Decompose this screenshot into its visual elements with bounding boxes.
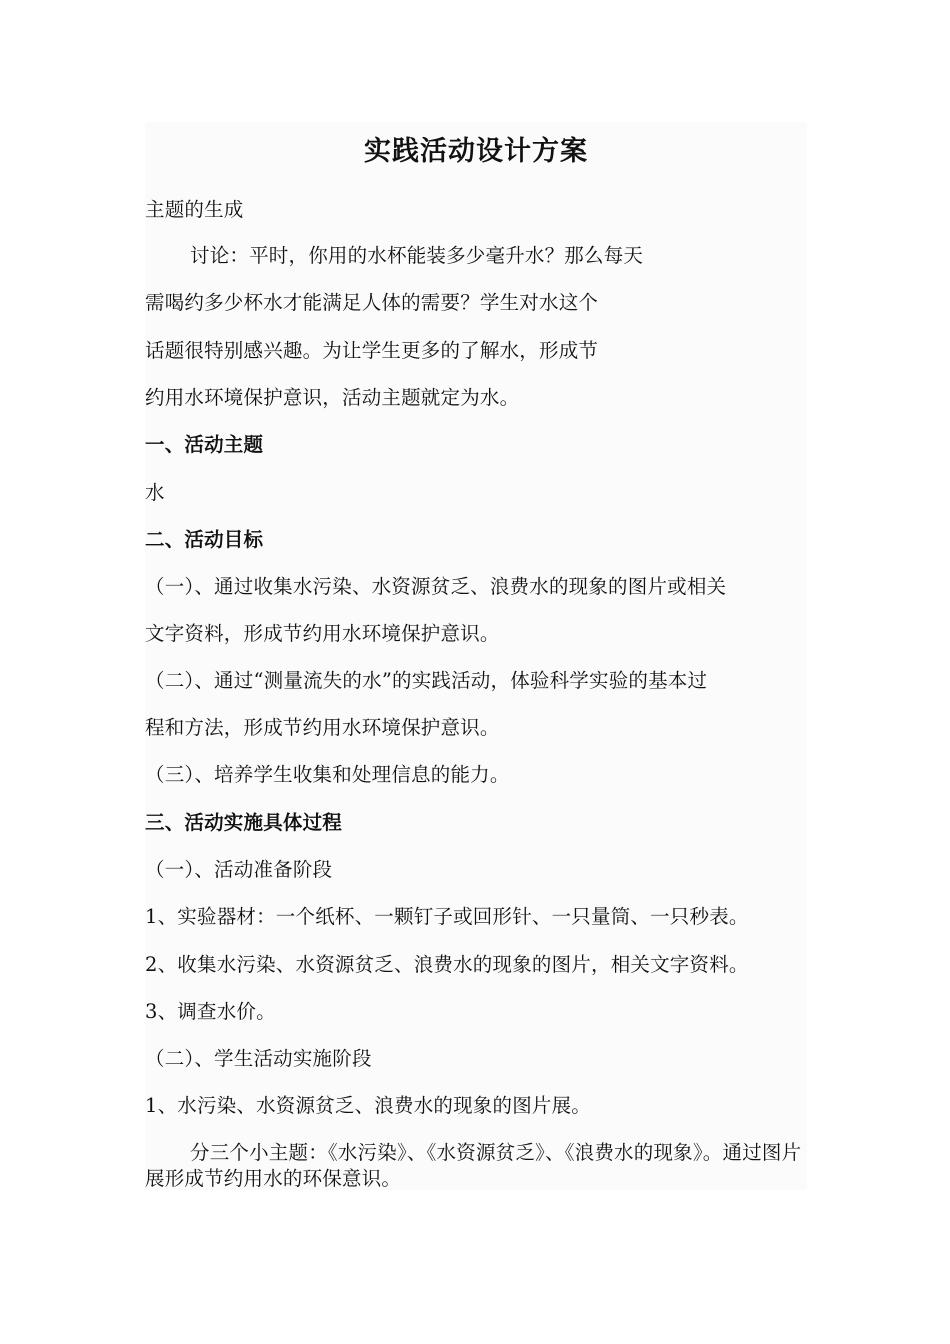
section-2-line-3: （二）、通过“测量流失的水”的实践活动，体验科学实验的基本过 — [145, 669, 708, 692]
section-2-line-1: （一）、通过收集水污染、水资源贫乏、浪费水的现象的图片或相关 — [145, 575, 727, 598]
content-area — [145, 122, 807, 1190]
section-2-line-2: 文字资料，形成节约用水环境保护意识。 — [145, 622, 500, 645]
section-2-line-4: 程和方法，形成节约用水环境保护意识。 — [145, 716, 500, 739]
section-3-line-5: （二）、学生活动实施阶段 — [145, 1047, 372, 1070]
section-1-body: 水 — [145, 481, 165, 504]
section-3-line-6: 1、水污染、水资源贫乏、浪费水的现象的图片展。 — [145, 1094, 592, 1117]
intro-line-4: 约用水环境保护意识，活动主题就定为水。 — [145, 386, 520, 409]
section-3-line-1: （一）、活动准备阶段 — [145, 858, 333, 881]
section-3-line-4: 3、调查水价。 — [145, 1000, 276, 1023]
section-3-line-3: 2、收集水污染、水资源贫乏、浪费水的现象的图片，相关文字资料。 — [145, 953, 749, 976]
section-2-heading: 二、活动目标 — [145, 528, 264, 551]
section-1-heading: 一、活动主题 — [145, 433, 264, 456]
intro-line-3: 话题很特别感兴趣。为让学生更多的了解水，形成节 — [145, 339, 599, 362]
intro-line-2: 需喝约多少杯水才能满足人体的需要？学生对水这个 — [145, 291, 599, 314]
intro-heading: 主题的生成 — [145, 198, 244, 221]
section-3-last-paragraph: 分三个小主题：《水污染》、《水资源贫乏》、《浪费水的现象》。通过图片展形成节约用水的环保意识。 — [145, 1141, 802, 1190]
page-title: 实践活动设计方案 — [364, 136, 588, 167]
section-3-line-2: 1、实验器材：一个纸杯、一颗钉子或回形针、一只量筒、一只秒表。 — [145, 905, 749, 928]
intro-line-1: 讨论：平时，你用的水杯能装多少毫升水？那么每天 — [190, 244, 644, 267]
section-3-heading: 三、活动实施具体过程 — [145, 811, 343, 834]
section-2-line-5: （三）、培养学生收集和处理信息的能力。 — [145, 763, 510, 786]
